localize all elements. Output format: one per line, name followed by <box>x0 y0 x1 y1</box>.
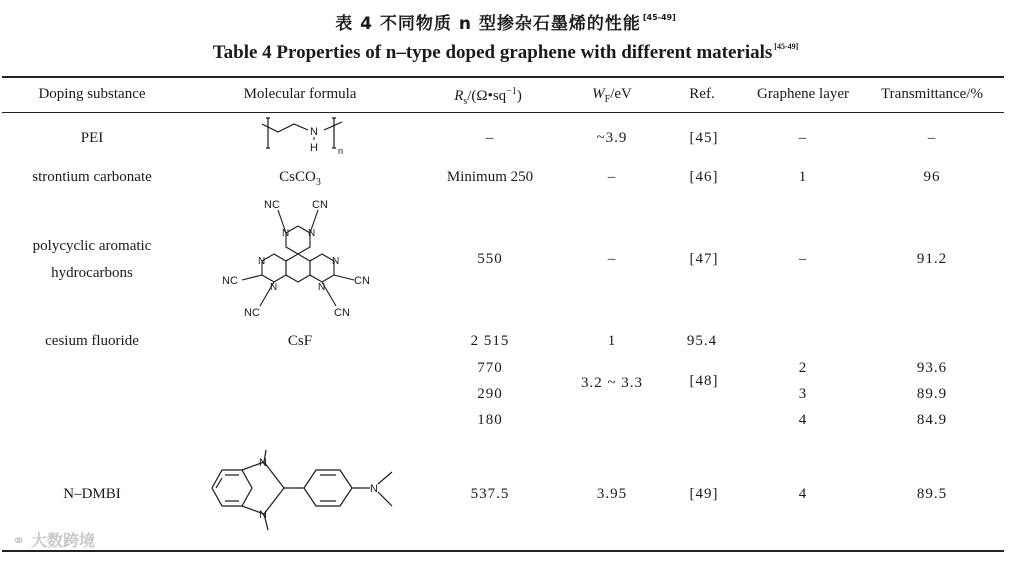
row-pei-ref: [45] <box>689 130 719 146</box>
row-csf-transmittance-1: 93.6 <box>916 360 948 376</box>
row-ndmbi-substance: N–DMBI <box>63 486 121 502</box>
header-ref: Ref. <box>689 86 715 102</box>
ndmbi-structure <box>192 448 407 540</box>
table-caption-chinese <box>0 9 1011 34</box>
watermark-logo-icon: ⚭ <box>12 531 26 550</box>
row-strontium-layer: 1 <box>798 169 808 185</box>
rs-unit-exp: −1 <box>506 86 517 97</box>
row-strontium-ref: [46] <box>689 169 719 185</box>
hatcn-n1: N <box>282 228 290 239</box>
row-csf-substance: cesium fluoride <box>45 333 139 349</box>
hatcn-n3: N <box>258 256 266 267</box>
header-molecular-formula: Molecular formula <box>243 86 357 102</box>
row-csf-rs-4: 180 <box>477 412 503 428</box>
row-pah-layer: – <box>798 251 808 267</box>
strontium-formula-sub: 3 <box>315 177 321 188</box>
hatcn-n6: N <box>318 282 326 293</box>
hatcn-n2: N <box>308 228 316 239</box>
row-pah-substance-line1: polycyclic aromatic <box>32 238 152 254</box>
row-csf-rs-3: 290 <box>477 386 503 402</box>
hatcn-nc-top-left: NC <box>264 199 280 211</box>
table-header-rule <box>2 112 1004 113</box>
caption-en-ref: [45-49] <box>774 42 799 51</box>
ndmbi-n3-label: N <box>370 483 378 495</box>
row-pah-wf: – <box>607 251 617 267</box>
hatcn-nc-left: NC <box>222 275 238 287</box>
row-pei-wf: ~3.9 <box>596 130 628 146</box>
row-csf-transmittance-2: 89.9 <box>916 386 948 402</box>
row-csf-layer-1: 2 <box>798 360 808 376</box>
watermark-text: 大数跨境 <box>30 531 95 550</box>
strontium-formula-text: CsCO <box>279 169 316 185</box>
row-csf-layer-2: 3 <box>798 386 808 402</box>
row-strontium-substance: strontium carbonate <box>32 169 152 185</box>
row-pei-layer: – <box>798 130 808 146</box>
header-doping-substance: Doping substance <box>38 86 146 102</box>
row-ndmbi-rs: 537.5 <box>470 486 510 502</box>
row-csf-transmittance-3: 84.9 <box>916 412 948 428</box>
pei-n-label: N <box>310 126 318 138</box>
row-strontium-rs: Minimum 250 <box>446 169 534 185</box>
row-pei-substance: PEI <box>80 130 104 146</box>
row-csf-wf-2: 3.2 ~ 3.3 <box>580 375 644 391</box>
table-top-rule <box>2 76 1004 78</box>
rs-subscript: s <box>463 96 468 107</box>
watermark <box>12 528 95 551</box>
caption-cn-text: 表 4 不同物质 n 型掺杂石墨烯的性能 <box>335 14 641 34</box>
row-pei-rs: – <box>485 130 495 146</box>
rs-unit-b: ) <box>516 88 522 104</box>
row-csf-rs-2: 770 <box>477 360 503 376</box>
row-pah-transmittance: 91.2 <box>916 251 948 267</box>
table-bottom-rule <box>2 550 1004 552</box>
wf-symbol: W <box>592 86 605 102</box>
ndmbi-n1-label: N <box>259 457 267 469</box>
row-csf-formula: CsF <box>287 333 313 349</box>
row-strontium-wf: – <box>607 169 617 185</box>
ndmbi-n2-label: N <box>259 509 267 521</box>
row-strontium-formula <box>279 169 321 188</box>
hatcn-n5: N <box>270 282 278 293</box>
hatcn-structure <box>218 196 378 320</box>
rs-unit-a: /(Ω•sq <box>467 88 507 104</box>
row-pah-substance-line2: hydrocarbons <box>51 265 133 281</box>
row-ndmbi-transmittance: 89.5 <box>916 486 948 502</box>
row-csf-value: 95.4 <box>686 333 718 349</box>
caption-en-text: Table 4 Properties of n–type doped graphene with different materials <box>212 42 773 63</box>
wf-subscript: F <box>604 94 611 105</box>
row-csf-layer-3: 4 <box>798 412 808 428</box>
header-work-function <box>592 86 632 105</box>
row-ndmbi-ref: [49] <box>689 486 719 502</box>
hatcn-cn-top-right: CN <box>312 199 328 211</box>
row-pei-transmittance: – <box>927 130 937 146</box>
rs-symbol: R <box>454 88 464 104</box>
hatcn-cn-bottom-right: CN <box>334 307 350 319</box>
caption-cn-ref: [45-49] <box>642 13 676 22</box>
row-pah-ref: [47] <box>689 251 719 267</box>
table-caption-english <box>0 42 1011 64</box>
header-sheet-resistance <box>454 86 522 107</box>
row-strontium-transmittance: 96 <box>923 169 941 185</box>
pei-h-label: H <box>310 142 318 154</box>
row-csf-rs-1: 2 515 <box>470 333 510 349</box>
hatcn-cn-right: CN <box>354 275 370 287</box>
pei-repeat-label: n <box>338 146 344 156</box>
hatcn-n4: N <box>332 256 340 267</box>
pei-structure <box>262 116 352 158</box>
row-ndmbi-layer: 4 <box>798 486 808 502</box>
wf-unit: /eV <box>610 86 632 102</box>
row-ndmbi-wf: 3.95 <box>596 486 628 502</box>
row-csf-wf-1: 1 <box>607 333 617 349</box>
row-csf-ref: [48] <box>689 373 719 389</box>
hatcn-nc-bottom-left: NC <box>244 307 260 319</box>
header-transmittance: Transmittance/% <box>881 86 983 102</box>
header-graphene-layer: Graphene layer <box>756 86 850 102</box>
row-pah-rs: 550 <box>477 251 503 267</box>
